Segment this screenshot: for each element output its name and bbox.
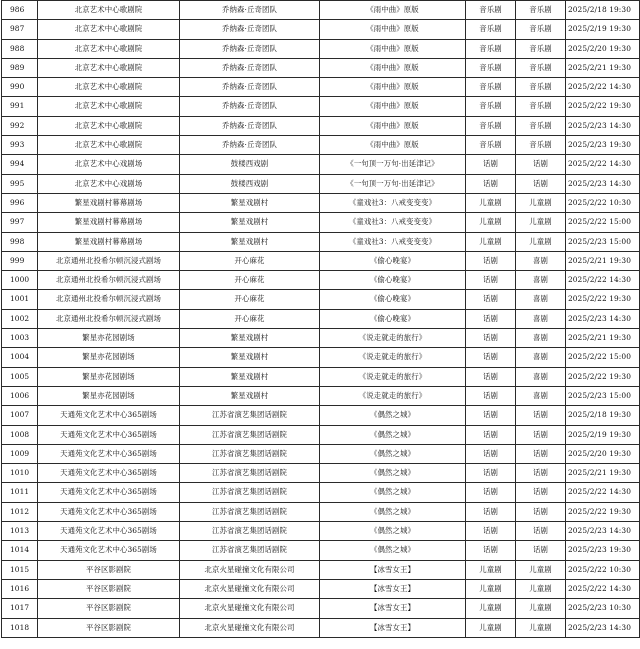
show-category-cell: 话剧 bbox=[516, 541, 566, 560]
datetime-cell: 2025/2/22 14:30 bbox=[566, 579, 640, 598]
show-title-cell: 《雨中曲》原版 bbox=[320, 116, 466, 135]
table-row bbox=[2, 309, 640, 328]
show-title-cell: 【冰雪女王】 bbox=[320, 579, 466, 598]
organizer-cell: 开心麻花 bbox=[180, 251, 320, 270]
venue-cell: 平谷区影剧院 bbox=[38, 618, 180, 637]
venue-cell: 北京通州北投希尔顿沉浸式剧场 bbox=[38, 309, 180, 328]
venue-cell: 繁星戏剧村幕幕剧场 bbox=[38, 193, 180, 212]
table-row bbox=[2, 290, 640, 309]
show-title-cell: 《雨中曲》原版 bbox=[320, 97, 466, 116]
table-row bbox=[2, 599, 640, 618]
show-category-cell: 喜剧 bbox=[516, 290, 566, 309]
datetime-cell: 2025/2/23 19:30 bbox=[566, 541, 640, 560]
row-number-cell: 1009 bbox=[2, 444, 38, 463]
venue-cell: 平谷区影剧院 bbox=[38, 579, 180, 598]
show-type-cell: 话剧 bbox=[466, 502, 516, 521]
row-number-cell: 988 bbox=[2, 39, 38, 58]
show-category-cell: 话剧 bbox=[516, 174, 566, 193]
show-category-cell: 喜剧 bbox=[516, 348, 566, 367]
table-row bbox=[2, 522, 640, 541]
show-type-cell: 儿童剧 bbox=[466, 618, 516, 637]
show-type-cell: 话剧 bbox=[466, 174, 516, 193]
row-number-cell: 1006 bbox=[2, 386, 38, 405]
show-type-cell: 话剧 bbox=[466, 444, 516, 463]
show-title-cell: 《雨中曲》原版 bbox=[320, 39, 466, 58]
show-title-cell: 《说走就走的旅行》 bbox=[320, 367, 466, 386]
venue-cell: 北京艺术中心歌剧院 bbox=[38, 136, 180, 155]
show-title-cell: 【冰雪女王】 bbox=[320, 599, 466, 618]
table-row bbox=[2, 193, 640, 212]
datetime-cell: 2025/2/23 10:30 bbox=[566, 599, 640, 618]
show-title-cell: 《雨中曲》原版 bbox=[320, 58, 466, 77]
show-title-cell: 《雨中曲》原版 bbox=[320, 20, 466, 39]
show-type-cell: 儿童剧 bbox=[466, 193, 516, 212]
show-category-cell: 儿童剧 bbox=[516, 579, 566, 598]
venue-cell: 繁星戏剧村幕幕剧场 bbox=[38, 232, 180, 251]
organizer-cell: 江苏省演艺集团话剧院 bbox=[180, 502, 320, 521]
row-number-cell: 995 bbox=[2, 174, 38, 193]
table-row bbox=[2, 367, 640, 386]
venue-cell: 北京通州北投希尔顿沉浸式剧场 bbox=[38, 271, 180, 290]
show-type-cell: 音乐剧 bbox=[466, 20, 516, 39]
organizer-cell: 江苏省演艺集团话剧院 bbox=[180, 425, 320, 444]
datetime-cell: 2025/2/23 14:30 bbox=[566, 309, 640, 328]
show-category-cell: 话剧 bbox=[516, 522, 566, 541]
organizer-cell: 北京火星碰撞文化有限公司 bbox=[180, 599, 320, 618]
show-title-cell: 【冰雪女王】 bbox=[320, 618, 466, 637]
organizer-cell: 开心麻花 bbox=[180, 290, 320, 309]
show-category-cell: 音乐剧 bbox=[516, 136, 566, 155]
datetime-cell: 2025/2/23 14:30 bbox=[566, 618, 640, 637]
organizer-cell: 北京火星碰撞文化有限公司 bbox=[180, 618, 320, 637]
datetime-cell: 2025/2/22 10:30 bbox=[566, 560, 640, 579]
organizer-cell: 江苏省演艺集团话剧院 bbox=[180, 444, 320, 463]
datetime-cell: 2025/2/20 19:30 bbox=[566, 39, 640, 58]
table-row bbox=[2, 541, 640, 560]
datetime-cell: 2025/2/20 19:30 bbox=[566, 444, 640, 463]
organizer-cell: 江苏省演艺集团话剧院 bbox=[180, 483, 320, 502]
show-category-cell: 音乐剧 bbox=[516, 58, 566, 77]
row-number-cell: 986 bbox=[2, 1, 38, 20]
table-row bbox=[2, 560, 640, 579]
row-number-cell: 1002 bbox=[2, 309, 38, 328]
show-category-cell: 话剧 bbox=[516, 502, 566, 521]
table-row bbox=[2, 78, 640, 97]
show-category-cell: 音乐剧 bbox=[516, 116, 566, 135]
row-number-cell: 989 bbox=[2, 58, 38, 77]
row-number-cell: 996 bbox=[2, 193, 38, 212]
show-category-cell: 喜剧 bbox=[516, 251, 566, 270]
show-category-cell: 儿童剧 bbox=[516, 599, 566, 618]
table-row bbox=[2, 618, 640, 637]
organizer-cell: 繁星戏剧村 bbox=[180, 386, 320, 405]
organizer-cell: 乔纳森·丘奇团队 bbox=[180, 116, 320, 135]
row-number-cell: 999 bbox=[2, 251, 38, 270]
table-row bbox=[2, 483, 640, 502]
organizer-cell: 繁星戏剧村 bbox=[180, 348, 320, 367]
show-title-cell: 《童戏社3：八戒变变变》 bbox=[320, 193, 466, 212]
performance-schedule-table bbox=[1, 0, 640, 638]
show-category-cell: 儿童剧 bbox=[516, 193, 566, 212]
organizer-cell: 鼓楼西戏剧 bbox=[180, 174, 320, 193]
show-title-cell: 《一句顶一万句·出延津记》 bbox=[320, 155, 466, 174]
venue-cell: 天通苑文化艺术中心365剧场 bbox=[38, 483, 180, 502]
datetime-cell: 2025/2/22 19:30 bbox=[566, 97, 640, 116]
venue-cell: 天通苑文化艺术中心365剧场 bbox=[38, 425, 180, 444]
organizer-cell: 开心麻花 bbox=[180, 309, 320, 328]
datetime-cell: 2025/2/23 14:30 bbox=[566, 522, 640, 541]
row-number-cell: 994 bbox=[2, 155, 38, 174]
show-type-cell: 话剧 bbox=[466, 290, 516, 309]
show-type-cell: 话剧 bbox=[466, 386, 516, 405]
venue-cell: 北京艺术中心歌剧院 bbox=[38, 20, 180, 39]
organizer-cell: 乔纳森·丘奇团队 bbox=[180, 39, 320, 58]
show-title-cell: 《偶然之城》 bbox=[320, 483, 466, 502]
table-row bbox=[2, 213, 640, 232]
venue-cell: 天通苑文化艺术中心365剧场 bbox=[38, 444, 180, 463]
organizer-cell: 开心麻花 bbox=[180, 271, 320, 290]
show-type-cell: 儿童剧 bbox=[466, 579, 516, 598]
table-row bbox=[2, 174, 640, 193]
organizer-cell: 鼓楼西戏剧 bbox=[180, 155, 320, 174]
show-title-cell: 《偶然之城》 bbox=[320, 444, 466, 463]
datetime-cell: 2025/2/22 14:30 bbox=[566, 78, 640, 97]
venue-cell: 天通苑文化艺术中心365剧场 bbox=[38, 522, 180, 541]
show-type-cell: 音乐剧 bbox=[466, 116, 516, 135]
show-title-cell: 《雨中曲》原版 bbox=[320, 136, 466, 155]
organizer-cell: 乔纳森·丘奇团队 bbox=[180, 1, 320, 20]
table-row bbox=[2, 232, 640, 251]
show-category-cell: 音乐剧 bbox=[516, 78, 566, 97]
show-type-cell: 音乐剧 bbox=[466, 78, 516, 97]
datetime-cell: 2025/2/19 19:30 bbox=[566, 425, 640, 444]
datetime-cell: 2025/2/23 14:30 bbox=[566, 174, 640, 193]
show-title-cell: 《偶然之城》 bbox=[320, 522, 466, 541]
show-category-cell: 话剧 bbox=[516, 444, 566, 463]
show-type-cell: 音乐剧 bbox=[466, 39, 516, 58]
venue-cell: 北京艺术中心歌剧院 bbox=[38, 39, 180, 58]
show-title-cell: 《一句顶一万句·出延津记》 bbox=[320, 174, 466, 193]
row-number-cell: 1011 bbox=[2, 483, 38, 502]
show-category-cell: 喜剧 bbox=[516, 386, 566, 405]
venue-cell: 天通苑文化艺术中心365剧场 bbox=[38, 406, 180, 425]
row-number-cell: 991 bbox=[2, 97, 38, 116]
show-type-cell: 儿童剧 bbox=[466, 599, 516, 618]
show-type-cell: 话剧 bbox=[466, 541, 516, 560]
table-row bbox=[2, 155, 640, 174]
venue-cell: 天通苑文化艺术中心365剧场 bbox=[38, 464, 180, 483]
show-type-cell: 儿童剧 bbox=[466, 232, 516, 251]
datetime-cell: 2025/2/23 14:30 bbox=[566, 116, 640, 135]
show-title-cell: 《说走就走的旅行》 bbox=[320, 386, 466, 405]
venue-cell: 北京艺术中心戏剧场 bbox=[38, 174, 180, 193]
organizer-cell: 北京火星碰撞文化有限公司 bbox=[180, 579, 320, 598]
show-category-cell: 喜剧 bbox=[516, 329, 566, 348]
row-number-cell: 993 bbox=[2, 136, 38, 155]
organizer-cell: 江苏省演艺集团话剧院 bbox=[180, 541, 320, 560]
row-number-cell: 1007 bbox=[2, 406, 38, 425]
organizer-cell: 江苏省演艺集团话剧院 bbox=[180, 522, 320, 541]
datetime-cell: 2025/2/22 14:30 bbox=[566, 155, 640, 174]
organizer-cell: 繁星戏剧村 bbox=[180, 213, 320, 232]
show-title-cell: 《说走就走的旅行》 bbox=[320, 329, 466, 348]
show-title-cell: 【冰雪女王】 bbox=[320, 560, 466, 579]
table-row bbox=[2, 97, 640, 116]
show-title-cell: 《偶然之城》 bbox=[320, 464, 466, 483]
show-title-cell: 《童戏社3：八戒变变变》 bbox=[320, 232, 466, 251]
show-category-cell: 喜剧 bbox=[516, 367, 566, 386]
show-type-cell: 儿童剧 bbox=[466, 213, 516, 232]
show-type-cell: 话剧 bbox=[466, 367, 516, 386]
show-title-cell: 《偶然之城》 bbox=[320, 406, 466, 425]
datetime-cell: 2025/2/23 15:00 bbox=[566, 232, 640, 251]
show-category-cell: 音乐剧 bbox=[516, 20, 566, 39]
show-category-cell: 儿童剧 bbox=[516, 232, 566, 251]
table-row bbox=[2, 329, 640, 348]
show-category-cell: 儿童剧 bbox=[516, 618, 566, 637]
show-type-cell: 儿童剧 bbox=[466, 560, 516, 579]
show-title-cell: 《偶然之城》 bbox=[320, 541, 466, 560]
row-number-cell: 998 bbox=[2, 232, 38, 251]
venue-cell: 繁星亦花园剧场 bbox=[38, 386, 180, 405]
show-type-cell: 话剧 bbox=[466, 309, 516, 328]
show-type-cell: 音乐剧 bbox=[466, 1, 516, 20]
venue-cell: 平谷区影剧院 bbox=[38, 560, 180, 579]
organizer-cell: 繁星戏剧村 bbox=[180, 329, 320, 348]
show-type-cell: 话剧 bbox=[466, 483, 516, 502]
show-category-cell: 儿童剧 bbox=[516, 213, 566, 232]
venue-cell: 繁星亦花园剧场 bbox=[38, 367, 180, 386]
datetime-cell: 2025/2/22 15:00 bbox=[566, 213, 640, 232]
venue-cell: 北京艺术中心歌剧院 bbox=[38, 97, 180, 116]
venue-cell: 北京通州北投希尔顿沉浸式剧场 bbox=[38, 290, 180, 309]
datetime-cell: 2025/2/22 19:30 bbox=[566, 367, 640, 386]
table-row bbox=[2, 136, 640, 155]
show-category-cell: 儿童剧 bbox=[516, 560, 566, 579]
datetime-cell: 2025/2/22 14:30 bbox=[566, 271, 640, 290]
show-title-cell: 《偷心晚宴》 bbox=[320, 309, 466, 328]
show-category-cell: 音乐剧 bbox=[516, 1, 566, 20]
table-row bbox=[2, 116, 640, 135]
organizer-cell: 繁星戏剧村 bbox=[180, 193, 320, 212]
show-category-cell: 喜剧 bbox=[516, 309, 566, 328]
show-category-cell: 话剧 bbox=[516, 483, 566, 502]
show-type-cell: 音乐剧 bbox=[466, 97, 516, 116]
row-number-cell: 997 bbox=[2, 213, 38, 232]
datetime-cell: 2025/2/23 19:30 bbox=[566, 136, 640, 155]
table-row bbox=[2, 251, 640, 270]
row-number-cell: 1005 bbox=[2, 367, 38, 386]
table-row bbox=[2, 579, 640, 598]
organizer-cell: 乔纳森·丘奇团队 bbox=[180, 58, 320, 77]
show-type-cell: 话剧 bbox=[466, 155, 516, 174]
organizer-cell: 乔纳森·丘奇团队 bbox=[180, 136, 320, 155]
row-number-cell: 1017 bbox=[2, 599, 38, 618]
venue-cell: 繁星戏剧村幕幕剧场 bbox=[38, 213, 180, 232]
organizer-cell: 乔纳森·丘奇团队 bbox=[180, 78, 320, 97]
datetime-cell: 2025/2/21 19:30 bbox=[566, 251, 640, 270]
datetime-cell: 2025/2/22 19:30 bbox=[566, 502, 640, 521]
show-title-cell: 《童戏社3：八戒变变变》 bbox=[320, 213, 466, 232]
show-category-cell: 话剧 bbox=[516, 406, 566, 425]
organizer-cell: 繁星戏剧村 bbox=[180, 367, 320, 386]
show-type-cell: 音乐剧 bbox=[466, 136, 516, 155]
venue-cell: 北京艺术中心歌剧院 bbox=[38, 1, 180, 20]
show-category-cell: 话剧 bbox=[516, 464, 566, 483]
row-number-cell: 1012 bbox=[2, 502, 38, 521]
show-type-cell: 话剧 bbox=[466, 329, 516, 348]
row-number-cell: 1010 bbox=[2, 464, 38, 483]
row-number-cell: 990 bbox=[2, 78, 38, 97]
show-title-cell: 《偷心晚宴》 bbox=[320, 251, 466, 270]
venue-cell: 天通苑文化艺术中心365剧场 bbox=[38, 502, 180, 521]
venue-cell: 繁星亦花园剧场 bbox=[38, 348, 180, 367]
show-type-cell: 话剧 bbox=[466, 271, 516, 290]
show-type-cell: 话剧 bbox=[466, 464, 516, 483]
show-category-cell: 话剧 bbox=[516, 425, 566, 444]
organizer-cell: 江苏省演艺集团话剧院 bbox=[180, 464, 320, 483]
show-title-cell: 《雨中曲》原版 bbox=[320, 1, 466, 20]
row-number-cell: 1008 bbox=[2, 425, 38, 444]
organizer-cell: 北京火星碰撞文化有限公司 bbox=[180, 560, 320, 579]
venue-cell: 北京通州北投希尔顿沉浸式剧场 bbox=[38, 251, 180, 270]
show-title-cell: 《偶然之城》 bbox=[320, 425, 466, 444]
table-row bbox=[2, 425, 640, 444]
organizer-cell: 繁星戏剧村 bbox=[180, 232, 320, 251]
organizer-cell: 乔纳森·丘奇团队 bbox=[180, 20, 320, 39]
datetime-cell: 2025/2/21 19:30 bbox=[566, 58, 640, 77]
datetime-cell: 2025/2/21 19:30 bbox=[566, 329, 640, 348]
row-number-cell: 1003 bbox=[2, 329, 38, 348]
show-title-cell: 《雨中曲》原版 bbox=[320, 78, 466, 97]
datetime-cell: 2025/2/18 19:30 bbox=[566, 406, 640, 425]
table-row bbox=[2, 39, 640, 58]
show-category-cell: 话剧 bbox=[516, 155, 566, 174]
table-row bbox=[2, 348, 640, 367]
table-row bbox=[2, 444, 640, 463]
show-type-cell: 话剧 bbox=[466, 348, 516, 367]
datetime-cell: 2025/2/19 19:30 bbox=[566, 20, 640, 39]
show-type-cell: 话剧 bbox=[466, 425, 516, 444]
row-number-cell: 987 bbox=[2, 20, 38, 39]
datetime-cell: 2025/2/22 14:30 bbox=[566, 483, 640, 502]
show-category-cell: 喜剧 bbox=[516, 271, 566, 290]
row-number-cell: 1000 bbox=[2, 271, 38, 290]
datetime-cell: 2025/2/18 19:30 bbox=[566, 1, 640, 20]
venue-cell: 繁星亦花园剧场 bbox=[38, 329, 180, 348]
row-number-cell: 1015 bbox=[2, 560, 38, 579]
row-number-cell: 1004 bbox=[2, 348, 38, 367]
show-type-cell: 话剧 bbox=[466, 522, 516, 541]
show-title-cell: 《偷心晚宴》 bbox=[320, 271, 466, 290]
table-row bbox=[2, 271, 640, 290]
table-row bbox=[2, 1, 640, 20]
organizer-cell: 乔纳森·丘奇团队 bbox=[180, 97, 320, 116]
table-row bbox=[2, 20, 640, 39]
venue-cell: 北京艺术中心歌剧院 bbox=[38, 58, 180, 77]
show-type-cell: 话剧 bbox=[466, 251, 516, 270]
organizer-cell: 江苏省演艺集团话剧院 bbox=[180, 406, 320, 425]
table-row bbox=[2, 464, 640, 483]
show-category-cell: 音乐剧 bbox=[516, 97, 566, 116]
show-title-cell: 《偶然之城》 bbox=[320, 502, 466, 521]
datetime-cell: 2025/2/22 10:30 bbox=[566, 193, 640, 212]
venue-cell: 北京艺术中心戏剧场 bbox=[38, 155, 180, 174]
show-type-cell: 话剧 bbox=[466, 406, 516, 425]
table-row bbox=[2, 386, 640, 405]
venue-cell: 平谷区影剧院 bbox=[38, 599, 180, 618]
show-title-cell: 《偷心晚宴》 bbox=[320, 290, 466, 309]
show-title-cell: 《说走就走的旅行》 bbox=[320, 348, 466, 367]
show-category-cell: 音乐剧 bbox=[516, 39, 566, 58]
table-row bbox=[2, 58, 640, 77]
row-number-cell: 1018 bbox=[2, 618, 38, 637]
row-number-cell: 992 bbox=[2, 116, 38, 135]
row-number-cell: 1016 bbox=[2, 579, 38, 598]
venue-cell: 天通苑文化艺术中心365剧场 bbox=[38, 541, 180, 560]
venue-cell: 北京艺术中心歌剧院 bbox=[38, 116, 180, 135]
datetime-cell: 2025/2/22 19:30 bbox=[566, 290, 640, 309]
table-row bbox=[2, 406, 640, 425]
datetime-cell: 2025/2/23 15:00 bbox=[566, 386, 640, 405]
venue-cell: 北京艺术中心歌剧院 bbox=[38, 78, 180, 97]
row-number-cell: 1013 bbox=[2, 522, 38, 541]
datetime-cell: 2025/2/21 19:30 bbox=[566, 464, 640, 483]
row-number-cell: 1001 bbox=[2, 290, 38, 309]
row-number-cell: 1014 bbox=[2, 541, 38, 560]
datetime-cell: 2025/2/22 15:00 bbox=[566, 348, 640, 367]
table-body bbox=[2, 1, 640, 638]
table-row bbox=[2, 502, 640, 521]
show-type-cell: 音乐剧 bbox=[466, 58, 516, 77]
